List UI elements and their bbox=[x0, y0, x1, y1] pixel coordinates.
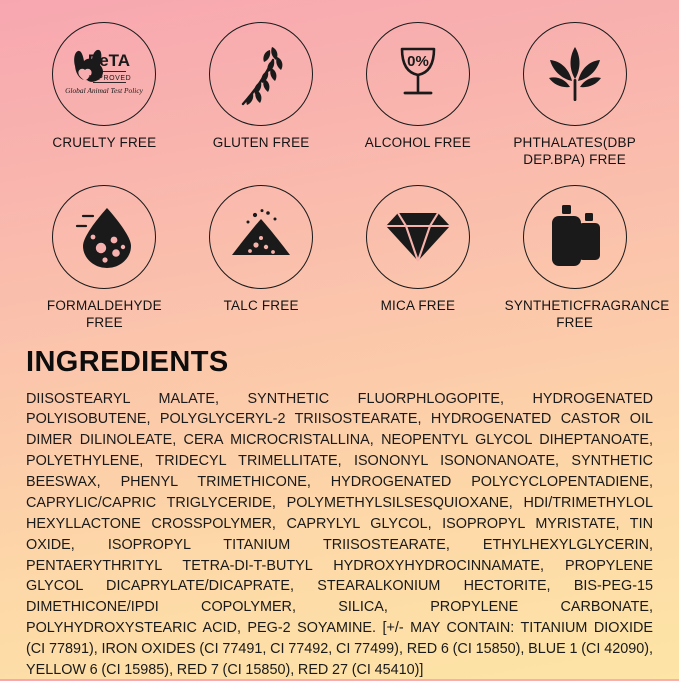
badge-phthalates-free bbox=[496, 22, 653, 169]
ingredients-title: INGREDIENTS bbox=[26, 345, 229, 378]
badge-circle bbox=[52, 185, 156, 289]
badge-circle bbox=[523, 185, 627, 289]
badge-circle bbox=[209, 185, 313, 289]
badge-alcohol-free bbox=[340, 22, 497, 169]
badge-label: ALCOHOL FREE bbox=[364, 135, 471, 150]
leaves-icon bbox=[541, 43, 609, 105]
badge-label: MICA FREE bbox=[380, 297, 456, 313]
badge-circle bbox=[52, 22, 156, 126]
peta-policy-text: Global Animal Test Policy bbox=[65, 86, 144, 95]
badge-grid-row-2 bbox=[26, 179, 670, 332]
zero-percent-text: 0% bbox=[407, 53, 429, 70]
talc-powder-icon bbox=[226, 209, 296, 265]
peta-approved-icon bbox=[65, 46, 143, 102]
wheat-icon bbox=[230, 40, 292, 108]
badge-mica-free bbox=[340, 179, 497, 332]
badge-gluten-free bbox=[183, 22, 340, 169]
ingredients-text: DIISOSTEARYL MALATE, SYNTHETIC FLUORPHLOGOPITE, HYDROGENATED POLYISOBUTENE, POLYGLYCERYL-2 TRIISOSTEARATE, HYDROGENATED CASTOR OIL DIMER DILINOLEATE, CERA MICROCRISTALLINA, NEOPENTYL GLYCOL DIHEPTANOATE, POLYETHYLENE, TRIDECYL TRIMELLITATE, ISONONYL ISONONANOATE, SYNTHETIC BEESWAX, PHENYL TRIMETHICONE, HYDROGENATED POLYCYCLOPENTADIENE, CAPRYLIC/CAPRIC TRIGLYCERIDE, POLYMETHYLSILSESQUIOXANE, HDI/TRIMETHYLOL HEXYLLACTONE CROSSPOLYMER, CAPRYLYL GLYCOL, ISOPROPYL MYRISTATE, TIN OXIDE, ISOPROPYL TITANIUM TRIISOSTEARATE, ETHYLHEXYLGLYCERIN, PENTAERYTHRITYL TETRA-DI-T-BUTYL HYDROXYHYDROCINNAMATE, PROPYLENE GLYCOL DICAPRYLATE/DICAPRATE, STEARALKONIUM HECTORITE, BIS-PEG-15 DIMETHICONE/IPDI COPOLYMER, SILICA, PROPYLENE CARBONATE, POLYHYDROXYSTEARIC ACID, PEG-2 SOYAMINE. [+/- MAY CONTAIN: TITANIUM DIOXIDE (CI 77891), IRON OXIDES (CI 77491, CI 77492, CI 77499), RED 6 (CI 15850), BLUE 1 (CI 42090), YELLOW 6 (CI 15985), RED 7 (CI 15850), RED 27 (CI 45410)] bbox=[26, 390, 653, 678]
badge-label: FORMALDEHYDE FREE bbox=[46, 297, 162, 330]
badge-circle bbox=[366, 185, 470, 289]
badge-label: GLUTEN FREE bbox=[212, 135, 310, 150]
peta-approved-text: APPROVED bbox=[88, 75, 132, 82]
badge-circle bbox=[366, 22, 470, 126]
wine-glass-zero-percent-icon bbox=[386, 39, 450, 109]
badge-formaldehyde-free bbox=[26, 179, 183, 332]
badge-label: SYNTHETICFRAGRANCE FREE bbox=[504, 297, 670, 330]
badge-grid-row-1 bbox=[26, 22, 653, 169]
badge-label: TALC FREE bbox=[223, 297, 299, 313]
badge-label: CRUELTY FREE bbox=[52, 135, 157, 150]
peta-brand-text: PeTA bbox=[88, 51, 131, 70]
badge-synthetic-fragrance-free bbox=[496, 179, 670, 332]
badge-label: PHTHALATES(DBP DEP.BPA) FREE bbox=[513, 135, 636, 167]
badge-talc-free bbox=[183, 179, 340, 332]
formaldehyde-droplet-icon bbox=[71, 204, 137, 270]
ingredients-section bbox=[26, 346, 653, 681]
badge-circle bbox=[209, 22, 313, 126]
badge-cruelty-free bbox=[26, 22, 183, 169]
badge-circle bbox=[523, 22, 627, 126]
cosmetic-bottles-icon bbox=[544, 203, 606, 271]
diamond-icon bbox=[380, 208, 456, 266]
